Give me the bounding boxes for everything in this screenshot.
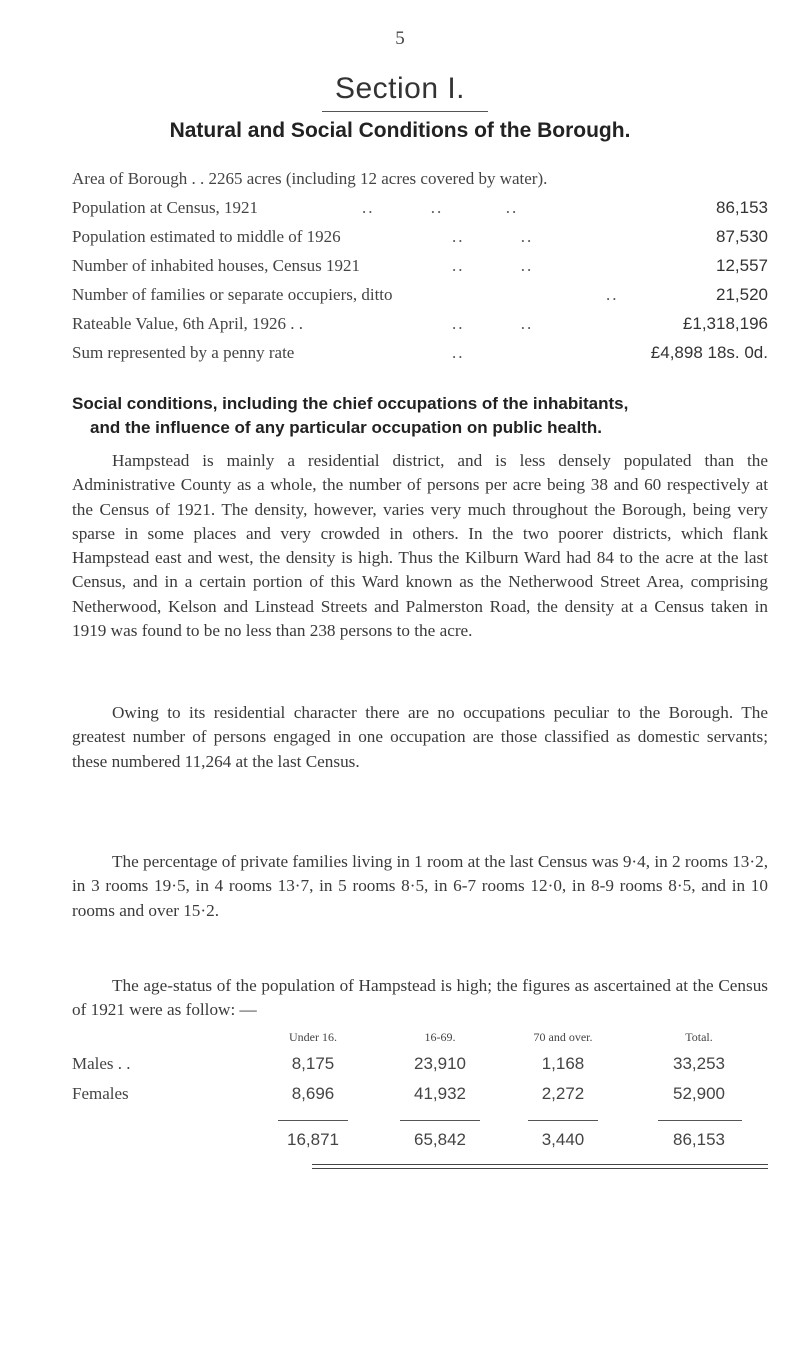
stat-value: 87,530 (716, 227, 768, 246)
stat-label: Sum represented by a penny rate (72, 343, 295, 362)
occupations-paragraph: Owing to its residential character there are no occupations peculiar to the Borough. The greatest number of persons engaged in one occupation are those classified as domestic servants; these numbered 11,264 at the last Census. (72, 703, 768, 771)
stat-value: 21,520 (716, 285, 768, 304)
main-heading: Natural and Social Conditions of the Borough. (169, 119, 631, 142)
stat-value: £4,898 18s. 0d. (650, 343, 768, 362)
stat-row-area (72, 164, 768, 193)
leader-dots: .. .. (452, 314, 534, 333)
leader-dots: .. .. .. (362, 198, 519, 217)
subtotal-rule (400, 1120, 480, 1121)
stat-label: Number of families or separate occupiers, ditto (72, 285, 393, 304)
stat-row-rateable-value (72, 309, 768, 338)
stat-row-population-estimate (72, 222, 768, 251)
row-label-males: Males . . (72, 1054, 131, 1073)
stat-row-population-census (72, 193, 768, 222)
stat-label: Population at Census, 1921 (72, 198, 259, 217)
stat-row-inhabited-houses (72, 251, 768, 280)
leader-dots: .. (606, 285, 619, 304)
column-header: Under 16. (289, 1030, 337, 1044)
table-cell: 8,696 (291, 1084, 335, 1103)
page-number: 5 (395, 28, 405, 49)
column-header: Total. (685, 1030, 713, 1044)
stat-label: Population estimated to middle of 1926 (72, 227, 341, 246)
table-cell: 33,253 (673, 1054, 725, 1073)
row-label-females: Females (72, 1084, 129, 1103)
stat-label: Number of inhabited houses, Census 1921 (72, 256, 361, 275)
column-header: 70 and over. (533, 1030, 593, 1044)
total-cell: 3,440 (541, 1130, 585, 1149)
stat-value: 86,153 (716, 198, 768, 217)
table-cell: 52,900 (673, 1084, 725, 1103)
total-cell: 65,842 (414, 1130, 466, 1149)
social-conditions-heading (72, 392, 772, 440)
stat-row-families (72, 280, 768, 309)
table-cell: 2,272 (541, 1084, 585, 1103)
table-cell: 23,910 (414, 1054, 466, 1073)
heading-line-2: and the influence of any particular occupation on public health. (90, 418, 602, 437)
section-title-underline (322, 111, 488, 112)
total-double-rule (312, 1164, 768, 1169)
section-title: Section I. (334, 72, 466, 105)
column-header: 16-69. (424, 1030, 456, 1044)
leader-dots: .. .. (452, 256, 534, 275)
age-status-paragraph: The age-status of the population of Hampstead is high; the figures as ascertained at the Census of 1921 were as follow: — (72, 976, 768, 1020)
leader-dots: .. (452, 343, 465, 362)
subtotal-rule (278, 1120, 348, 1121)
total-cell: 86,153 (673, 1130, 725, 1149)
total-cell: 16,871 (287, 1130, 339, 1149)
leader-dots: .. .. (452, 227, 534, 246)
table-cell: 1,168 (541, 1054, 585, 1073)
statistics-list (72, 164, 768, 367)
rooms-paragraph: The percentage of private families living in 1 room at the last Census was 9·4, in 2 rooms 13·2, in 3 rooms 19·5, in 4 rooms 13·7, in 5 rooms 8·5, in 6-7 rooms 12·0, in 8-9 rooms 8·5, and in 10 rooms and over 15·2. (72, 852, 768, 920)
stat-value: £1,318,196 (682, 314, 768, 333)
density-paragraph: Hampstead is mainly a residential district, and is less densely populated than the Administrative County as a whole, the number of persons per acre being 38 and 60 respectively at the Census of 1921. The density, however, varies very much throughout the Borough, being very sparse in some places and very crowded in others. In the two poorer districts, which flank Hampstead east and west, the density is high. Thus the Kilburn Ward had 84 to the acre at the last Census, and in a certain portion of this Ward known as the Netherwood Street Area, comprising Netherwood, Kelson and Linstead Streets and Palmerston Road, the density at a Census taken in 1919 was found to be no less than 238 persons to the acre. (72, 451, 768, 641)
table-cell: 41,932 (414, 1084, 466, 1103)
table-cell: 8,175 (291, 1054, 335, 1073)
subtotal-rule (528, 1120, 598, 1121)
stat-label: Rateable Value, 6th April, 1926 . . (72, 314, 304, 333)
stat-value: 12,557 (716, 256, 768, 275)
stat-label: Area of Borough . . 2265 acres (including 12 acres covered by water). (72, 169, 548, 188)
stat-row-penny-rate (72, 338, 768, 367)
subtotal-rule (658, 1120, 742, 1121)
heading-line-1: Social conditions, including the chief occupations of the inhabitants, (72, 394, 629, 413)
